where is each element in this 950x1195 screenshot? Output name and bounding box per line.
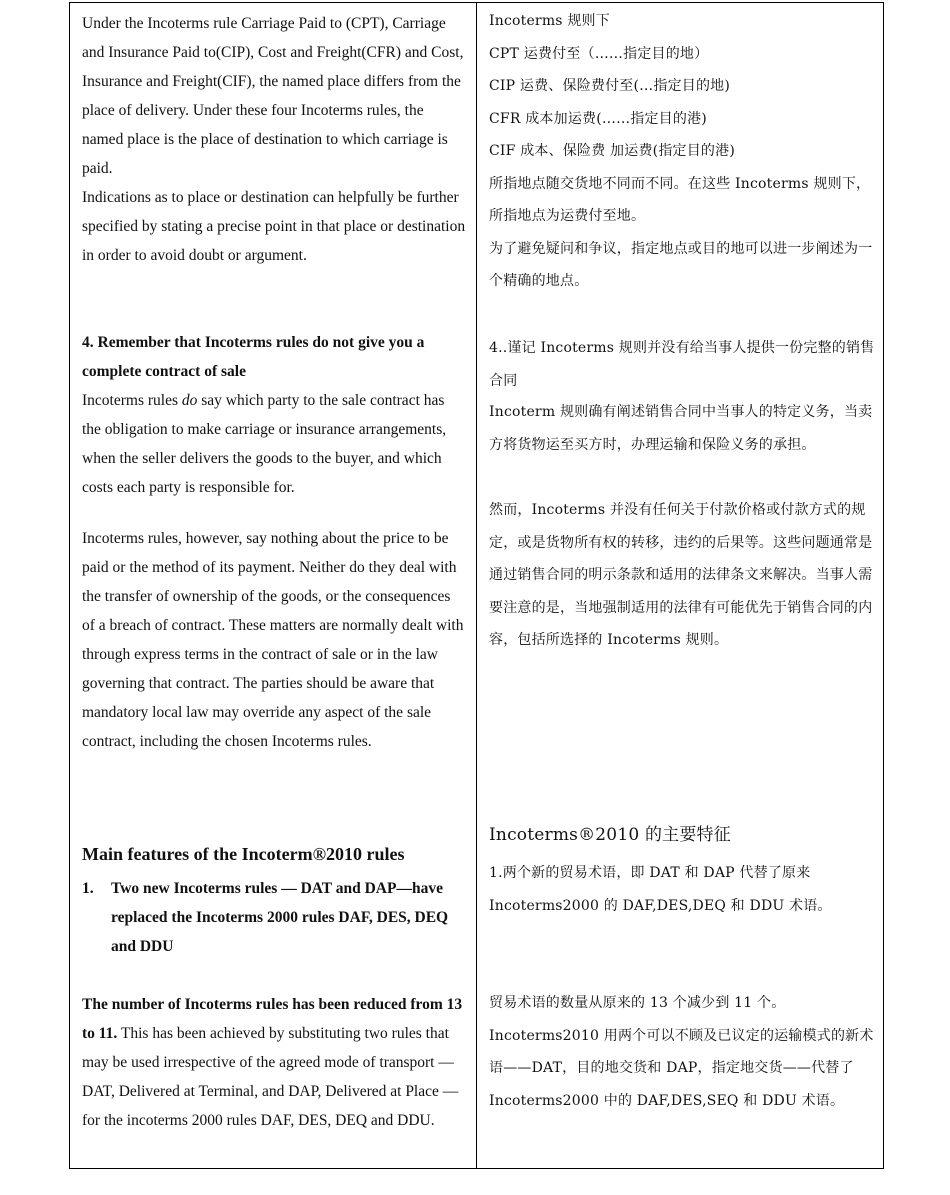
zh-section4-paragraph1: Incoterm 规则确有阐述销售合同中当事人的特定义务，当卖方将货物运至买方时，办理运输和保险义务的承担。: [489, 404, 873, 453]
zh-line-cip: CIP 运费、保险费付至(…指定目的地): [489, 78, 731, 94]
en-feature-item-1: [82, 874, 467, 961]
en-s4p1-post: say which party to the sale contract has the obligation to make carriage or insurance arrangements, when the seller delivers the goods to the buyer, and which costs each party is responsible for.: [82, 392, 447, 496]
column-divider: [476, 3, 477, 1168]
zh-line-rules-under: Incoterms 规则下: [489, 13, 610, 29]
zh-section4-paragraph2: 然而，Incoterms 并没有任何关于付款价格或付款方式的规定，或是货物所有权的转移，违约的后果等。这些问题通常是通过销售合同的明示条款和适用的法律条文来解决。当事人需要注意的是，当地强制适用的法律有可能优先于销售合同的内容，包括所选择的 Incoterms 规则。: [489, 502, 873, 648]
zh-line-cif: CIF 成本、保险费 加运费(指定目的港): [489, 143, 735, 159]
en-s4p1-pre: Incoterms rules: [82, 392, 182, 409]
zh-rules-block: [489, 5, 877, 298]
zh-line-cfr: CFR 成本加运费(……指定目的港): [489, 110, 707, 127]
en-paragraph-indications: Indications as to place or destination can helpfully be further specified by stating a precise point in that place or destination in order to avoid doubt or argument.: [82, 189, 466, 264]
en-features-heading: Main features of the Incoterm®2010 rules: [82, 844, 405, 864]
zh-line-cpt: CPT 运费付至（……指定目的地）: [489, 45, 709, 62]
en-feature-item-text: Two new Incoterms rules — DAT and DAP—have replaced the Incoterms 2000 rules DAF, DES, DEQ and DDU: [111, 880, 449, 955]
en-feature-item-number: 1.: [82, 880, 94, 897]
zh-feature-item-1: 1.两个新的贸易术语，即 DAT 和 DAP 代替了原来 Incoterms2000 的 DAF,DES,DEQ 和 DDU 术语。: [489, 865, 832, 914]
en-section4-heading: 4. Remember that Incoterms rules do not give you a complete contract of sale: [82, 334, 425, 380]
en-reduced-rest: This has been achieved by substituting two rules that may be used irrespective of the agreed mode of transport — DAT, Delivered at Terminal, and DAP, Delivered at Place — for the incoterms 2000 rules DAF, DES, DEQ and DDU.: [82, 1025, 459, 1129]
zh-paragraph-reduced: 贸易术语的数量从原来的 13 个减少到 11 个。Incoterms2010 用两个可以不顾及已议定的运输模式的新术语——DAT，目的地交货和 DAP，指定地交货——代替了 Incoterms2000 中的 DAF,DES,SEQ 和 DDU 术语。: [489, 995, 874, 1109]
bilingual-table: [69, 2, 884, 1169]
en-section4-paragraph1: [82, 386, 467, 502]
en-s4p1-emphasis: do: [181, 392, 198, 409]
en-section4-paragraph2: Incoterms rules, however, say nothing about the price to be paid or the method of its payment. Neither do they deal with the transfer of ownership of the goods, or the consequences of a breach of contract. These matters are normally dealt with through express terms in the contract of sale or in the law governing that contract. The parties should be aware that mandatory local law may override any aspect of the sale contract, including the chosen Incoterms rules.: [82, 530, 464, 750]
en-reduced-bold: The number of Incoterms rules has been reduced from 13 to 11.: [82, 996, 463, 1042]
zh-paragraph-named-place: 所指地点随交货地不同而不同。在这些 Incoterms 规则下，所指地点为运费付至地。: [489, 175, 871, 224]
zh-paragraph-indications: 为了避免疑问和争议，指定地点或目的地可以进一步阐述为一个精确的地点。: [489, 240, 873, 289]
en-paragraph-reduced: [82, 990, 467, 1135]
en-paragraph-named-place: Under the Incoterms rule Carriage Paid to (CPT), Carriage and Insurance Paid to(CIP), Cost and Freight(CFR) and Cost, Insurance and Freight(CIF), the named place differs from the place of delivery. Under these four Incoterms rules, the named place is the place of destination to which carriage is paid.: [82, 15, 464, 177]
zh-features-heading: Incoterms®2010 的主要特征: [489, 825, 731, 845]
zh-section4-heading: 4..谨记 Incoterms 规则并没有给当事人提供一份完整的销售合同: [489, 340, 875, 389]
